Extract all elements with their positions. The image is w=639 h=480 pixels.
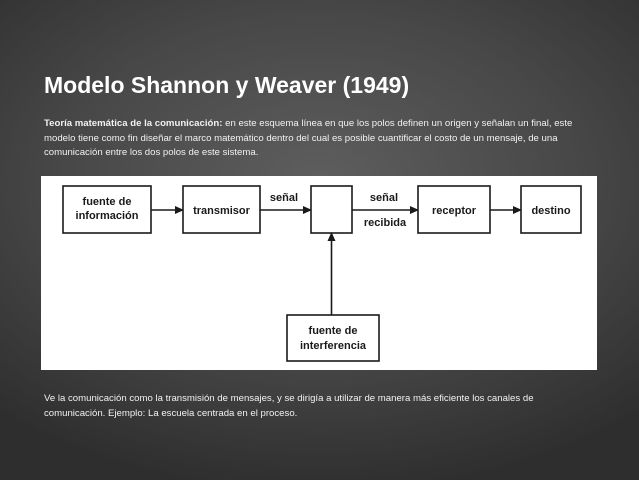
footer-paragraph: Ve la comunicación como la transmisión de mensajes, y se dirigía a utilizar de manera más eficiente los canales de comunicación. Ejemplo: La escuela centrada en el proceso. — [44, 393, 534, 419]
destination-label: destino — [531, 205, 571, 217]
transmitter-label: transmisor — [193, 205, 250, 217]
receiver-label: receptor — [431, 205, 477, 217]
received-signal-label-line1: señal — [369, 192, 399, 204]
intro-paragraph — [44, 117, 592, 161]
information-source-label-line2: información — [75, 210, 139, 222]
channel-box — [311, 186, 352, 233]
intro-text: en este esquema línea en que los polos definen un origen y señalan un final, este modelo tiene como fin diseñar el marco matemático dentro del cual es posible cuantificar el costo de un mensaje, de una comunicación entre los dos polos de este sistema. — [44, 118, 573, 158]
signal-label: señal — [269, 192, 299, 204]
received-signal-label-line2: recibida — [363, 217, 407, 229]
noise-source-box — [287, 315, 379, 361]
intro-bold-term: Teoría matemática de la comunicación: — [44, 118, 223, 129]
diagram-svg — [41, 176, 597, 370]
noise-source-label-line2: interferencia — [299, 340, 367, 352]
information-source-label-line1: fuente de — [82, 196, 132, 208]
slide-title: Modelo Shannon y Weaver (1949) — [44, 72, 410, 98]
noise-source-label-line1: fuente de — [308, 325, 358, 337]
shannon-weaver-diagram — [41, 176, 597, 370]
